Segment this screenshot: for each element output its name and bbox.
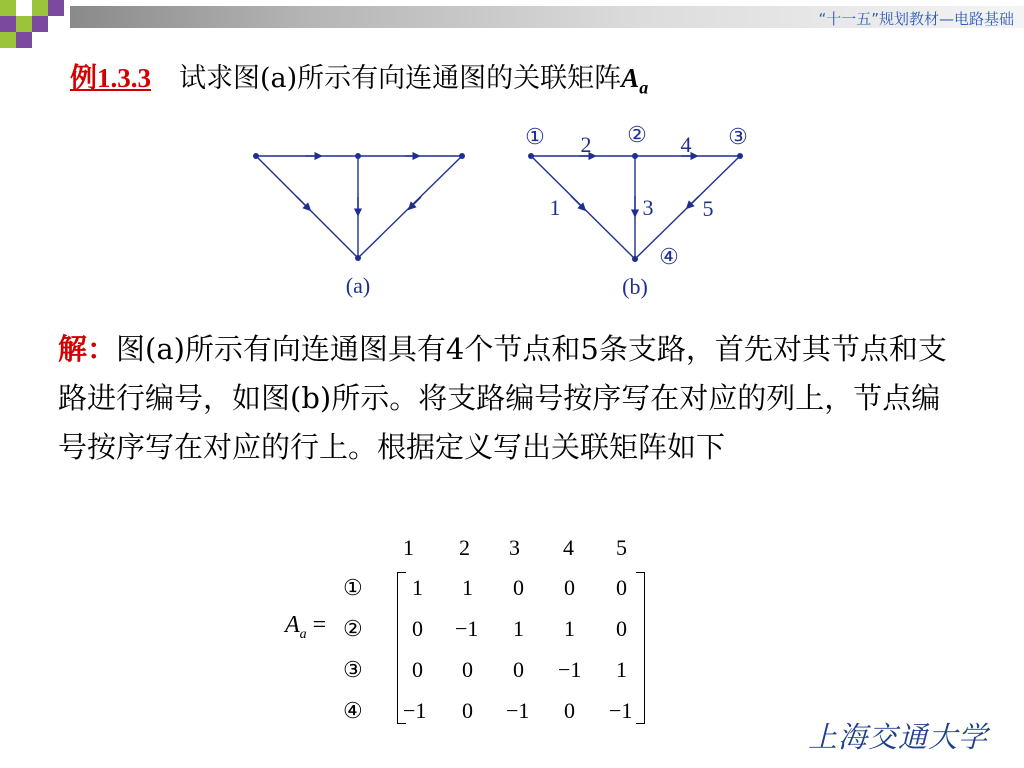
- solution-text: 图(a)所示有向连通图具有4个节点和5条支路，首先对其节点和支路进行编号，如图(b)所示。将支路编号按序写在对应的列上，节点编号按序写在对应的行上。根据定义写出关联矩阵如下: [58, 332, 947, 464]
- matrix-row-label: ①: [343, 575, 363, 600]
- matrix-cell: 0: [412, 616, 423, 641]
- matrix-cell: −1: [455, 616, 479, 641]
- caption-a: (a): [345, 273, 371, 298]
- graph-figure-a: [235, 130, 495, 305]
- node-label-3: ③: [728, 124, 748, 149]
- solution-lead: 解：: [58, 332, 117, 366]
- banner-text: “十一五”规划教材—电路基础: [818, 10, 1014, 28]
- matrix-cell: −1: [403, 698, 427, 723]
- header-bar: [0, 0, 1024, 40]
- matrix-cell: 0: [616, 575, 627, 600]
- matrix-cell: 1: [513, 616, 524, 641]
- matrix-lhs: $A_a$ =: [285, 612, 327, 642]
- caption-b: (b): [622, 274, 648, 299]
- matrix-cell: 1: [462, 575, 473, 600]
- university-logo: 上海交通大学: [807, 720, 988, 754]
- matrix-cell: −1: [609, 698, 633, 723]
- branch-label-1: 1: [549, 195, 561, 220]
- matrix-cell: 0: [462, 657, 473, 682]
- matrix-col-header: 2: [459, 535, 470, 560]
- matrix-row-label: ④: [343, 698, 363, 723]
- matrix-cell: 0: [412, 657, 423, 682]
- graph-a-nodes: [253, 153, 465, 261]
- node-label-1: ①: [525, 124, 545, 149]
- matrix-cell: 0: [513, 657, 524, 682]
- matrix-cell: 0: [616, 616, 627, 641]
- matrix-cell: −1: [558, 657, 582, 682]
- matrix-cell: 1: [616, 657, 627, 682]
- matrix-cell: 0: [513, 575, 524, 600]
- matrix-col-header: 4: [563, 535, 574, 560]
- branch-label-4: 4: [680, 132, 692, 157]
- graph-figure-b: [505, 118, 765, 305]
- matrix-cell: 0: [564, 698, 575, 723]
- matrix-cell: −1: [506, 698, 530, 723]
- matrix-col-header: 1: [403, 535, 414, 560]
- matrix-cell: 1: [412, 575, 423, 600]
- matrix-cell: 1: [564, 616, 575, 641]
- matrix-row-label: ②: [343, 616, 363, 641]
- branch-label-5: 5: [702, 196, 714, 221]
- node-label-2: ②: [627, 122, 647, 147]
- matrix-row-label: ③: [343, 657, 363, 682]
- branch-label-3: 3: [642, 195, 654, 220]
- branch-label-2: 2: [580, 132, 592, 157]
- solution-paragraph: [58, 325, 958, 472]
- matrix-right-bracket: [636, 572, 645, 724]
- matrix-col-header: 5: [616, 535, 627, 560]
- example-label: 例1.3.3: [70, 63, 151, 93]
- page-title: [70, 56, 648, 98]
- question-text: 试求图(a)所示有向连通图的关联矩阵: [179, 63, 622, 94]
- matrix-cell: 0: [462, 698, 473, 723]
- matrix-symbol: $A_a$: [621, 63, 649, 98]
- matrix-col-header: 3: [509, 535, 520, 560]
- checker-logo-icon: [0, 0, 80, 48]
- matrix-cell: 0: [564, 575, 575, 600]
- node-label-4: ④: [659, 244, 679, 269]
